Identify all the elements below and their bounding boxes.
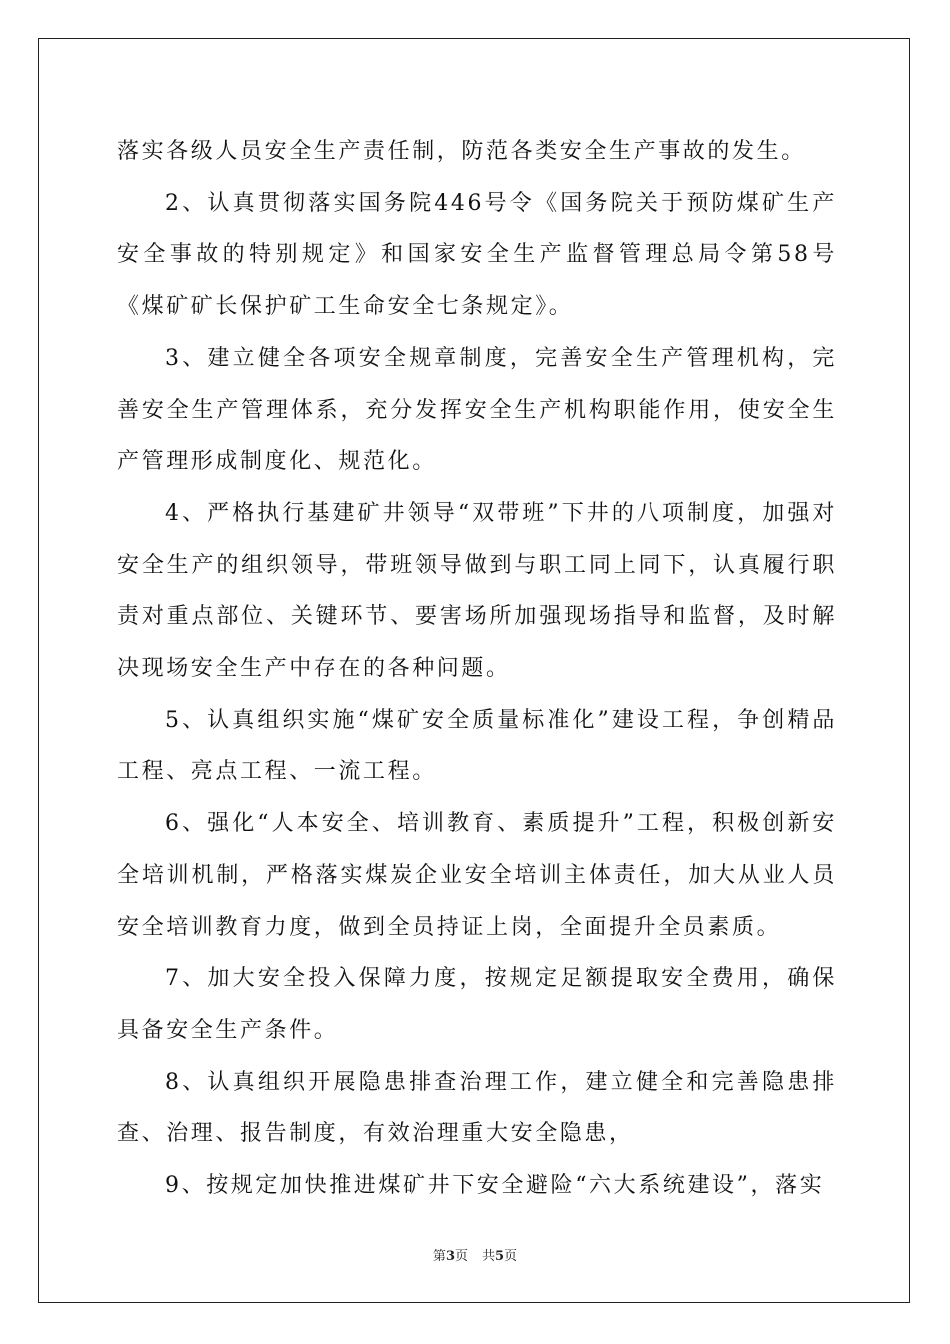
paragraph-item-9: 9、按规定加快推进煤矿井下安全避险“六大系统建设”，落实 <box>165 1173 825 1199</box>
total-suffix: 页 <box>504 1249 518 1264</box>
page-footer <box>0 1249 950 1265</box>
paragraph-item-8: 8、认真组织开展隐患排查治理工作，建立健全和完善隐患排查、治理、报告制度，有效治理重大安全隐患， <box>117 1069 837 1147</box>
total-prefix: 共 <box>482 1249 496 1264</box>
paragraph-item-5: 5、认真组织实施“煤矿安全质量标准化”建设工程，争创精品工程、亮点工程、一流工程。 <box>117 707 837 785</box>
page-suffix: 页 <box>454 1249 468 1264</box>
paragraph-item-7: 7、加大安全投入保障力度，按规定足额提取安全费用，确保具备安全生产条件。 <box>117 966 837 1043</box>
paragraph-item-4: 4、严格执行基建矿井领导“双带班”下井的八项制度，加强对安全生产的组织领导，带班领导做到与职工同上同下，认真履行职责对重点部位、关键环节、要害场所加强现场指导和监督，及时解决现场安全生产中存在的各种问题。 <box>117 500 837 682</box>
paragraph-continuation: 落实各级人员安全生产责任制，防范各类安全生产事故的发生。 <box>117 139 806 164</box>
paragraph-item-3: 3、建立健全各项安全规章制度，完善安全生产管理机构，完善安全生产管理体系，充分发挥安全生产机构职能作用，使安全生产管理形成制度化、规范化。 <box>117 345 837 475</box>
total-pages: 5 <box>495 1249 505 1264</box>
page-number: 3 <box>445 1249 455 1264</box>
paragraph-item-6: 6、强化“人本安全、培训教育、素质提升”工程，积极创新安全培训机制，严格落实煤炭企业安全培训主体责任，加大从业人员安全培训教育力度，做到全员持证上岗，全面提升全员素质。 <box>117 811 837 940</box>
paragraph-item-2: 2、认真贯彻落实国务院446号令《国务院关于预防煤矿生产安全事故的特别规定》和国家安全生产监督管理总局令第58号《煤矿矿长保护矿工生命安全七条规定》。 <box>117 190 837 320</box>
document-body <box>117 126 837 1212</box>
page-prefix: 第 <box>432 1249 446 1264</box>
